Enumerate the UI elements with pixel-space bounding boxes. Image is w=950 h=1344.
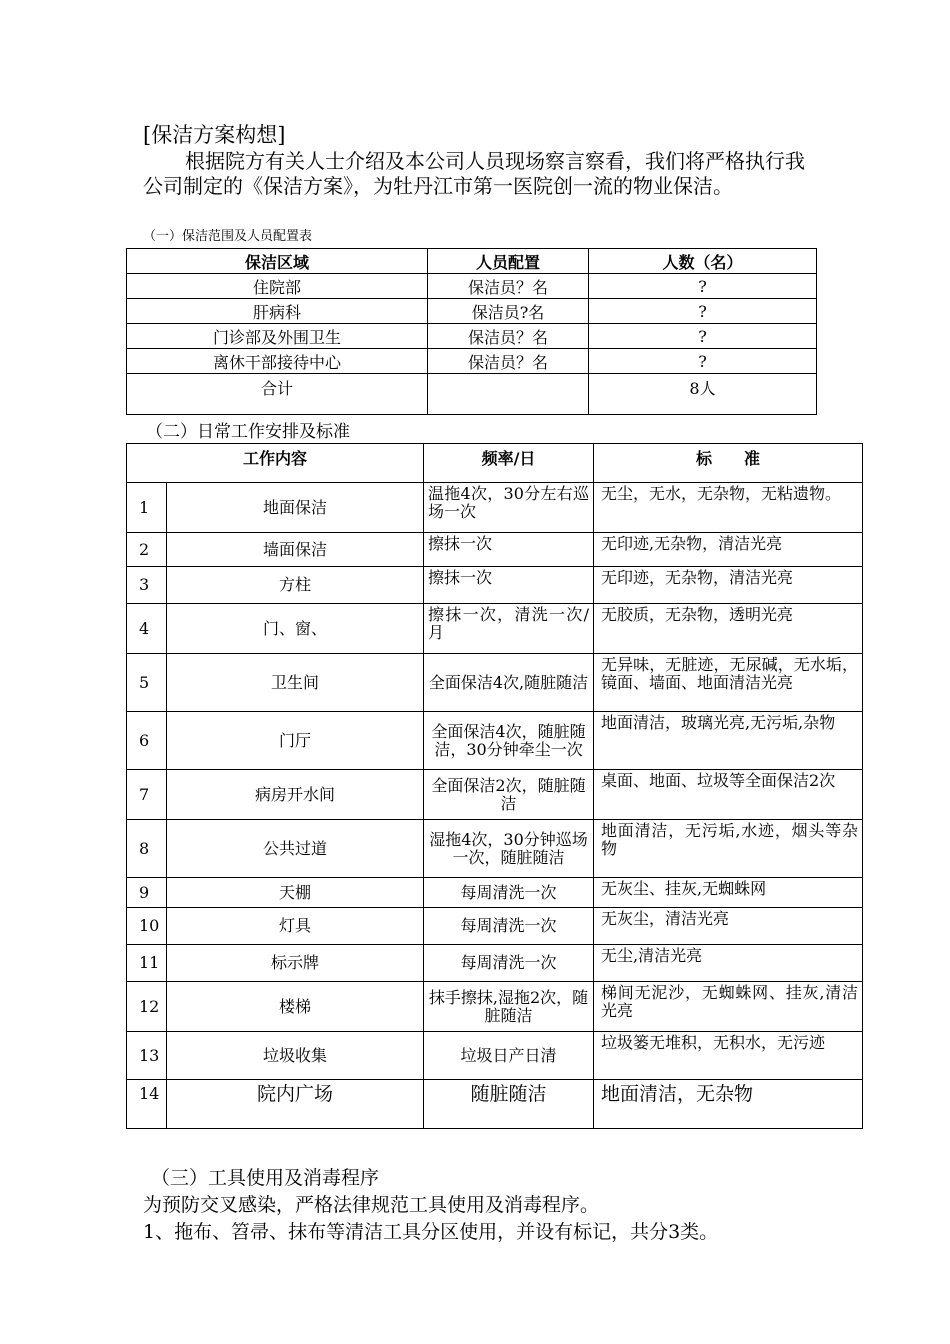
cell-standard: 无灰尘、挂灰,无蜘蛛网 (594, 878, 863, 908)
cell-number: 1 (127, 483, 167, 533)
cell-task: 门、窗、 (167, 604, 424, 654)
cell-task: 病房开水间 (167, 770, 424, 820)
section3-title: （三）工具使用及消毒程序 (151, 1167, 380, 1189)
cell-task: 灯具 (167, 908, 424, 945)
cell-count: ? (589, 349, 817, 374)
cell-number: 2 (127, 533, 167, 567)
cell-standard: 无印迹，无杂物，清洁光亮 (594, 567, 863, 604)
table-row (127, 299, 817, 324)
cell-standard: 无印迹,无杂物，清洁光亮 (594, 533, 863, 567)
cell-frequency: 擦抹一次 (424, 533, 594, 567)
cell-staff (428, 374, 589, 415)
cell-number: 13 (127, 1032, 167, 1080)
total-row (127, 374, 817, 415)
cell-number: 5 (127, 654, 167, 712)
table2-caption: （二）日常工作安排及标准 (146, 422, 350, 442)
table-row (127, 982, 863, 1032)
cell-standard: 地面清洁，玻璃光亮,无污垢,杂物 (594, 712, 863, 770)
cell-standard: 无尘,清洁光亮 (594, 945, 863, 982)
intro-text: 根据院方有关人士介绍及本公司人员现场察言察看，我们将严格执行我公司制定的《保洁方案》，为牡丹江市第一医院创一流的物业保洁。 (143, 149, 805, 198)
header-staff: 人员配置 (428, 249, 589, 274)
cell-task: 地面保洁 (167, 483, 424, 533)
cell-number: 4 (127, 604, 167, 654)
cell-task: 墙面保洁 (167, 533, 424, 567)
cell-task: 卫生间 (167, 654, 424, 712)
cell-frequency: 擦抹一次 (424, 567, 594, 604)
cell-number: 3 (127, 567, 167, 604)
cell-number: 9 (127, 878, 167, 908)
section3-line2: 1、拖布、笤帚、抹布等清洁工具分区使用，并设有标记，共分3类。 (143, 1221, 719, 1243)
table1-caption: （一）保洁范围及人员配置表 (143, 229, 313, 244)
cell-count: ? (589, 324, 817, 349)
table-row (127, 654, 863, 712)
cell-task: 方柱 (167, 567, 424, 604)
header-task: 工作内容 (127, 444, 424, 483)
cell-area: 合计 (127, 374, 428, 415)
header-standard: 标 准 (594, 444, 863, 483)
cell-number: 10 (127, 908, 167, 945)
table-row (127, 533, 863, 567)
cell-frequency: 擦抹一次，清洗一次/月 (424, 604, 594, 654)
cell-number: 14 (127, 1080, 167, 1129)
cell-frequency: 温拖4次，30分左右巡场一次 (424, 483, 594, 533)
cell-frequency: 全面保洁4次，随脏随洁，30分钟牵尘一次 (424, 712, 594, 770)
header-frequency: 频率/日 (424, 444, 594, 483)
cell-staff: 保洁员?名 (428, 299, 589, 324)
cell-standard: 垃圾篓无堆积，无积水，无污迹 (594, 1032, 863, 1080)
cell-task: 门厅 (167, 712, 424, 770)
cell-task: 垃圾收集 (167, 1032, 424, 1080)
cell-staff: 保洁员？名 (428, 274, 589, 299)
table-row (127, 604, 863, 654)
table-row (127, 349, 817, 374)
table-row (127, 567, 863, 604)
table-header-row (127, 249, 817, 274)
table-header-row (127, 444, 863, 483)
cell-standard: 梯间无泥沙，无蜘蛛网、挂灰,清洁光亮 (594, 982, 863, 1032)
cell-standard: 地面清洁，无杂物 (594, 1080, 863, 1129)
cell-task: 天棚 (167, 878, 424, 908)
staffing-table (126, 248, 817, 415)
cell-standard: 无异味，无脏迹，无尿碱，无水垢，镜面、墙面、地面清洁光亮 (594, 654, 863, 712)
cell-frequency: 每周清洗一次 (424, 908, 594, 945)
cell-count: 8人 (589, 374, 817, 415)
intro-paragraph (143, 149, 823, 199)
cell-number: 12 (127, 982, 167, 1032)
cell-standard: 地面清洁，无污垢,水迹，烟头等杂物 (594, 820, 863, 878)
cell-area: 离休干部接待中心 (127, 349, 428, 374)
cell-staff: 保洁员？名 (428, 324, 589, 349)
table-row (127, 712, 863, 770)
cell-count: ? (589, 299, 817, 324)
section3 (143, 1165, 843, 1246)
cell-number: 6 (127, 712, 167, 770)
cell-standard: 无灰尘，清洁光亮 (594, 908, 863, 945)
table-row (127, 1080, 863, 1129)
cell-number: 8 (127, 820, 167, 878)
cell-frequency: 湿拖4次，30分钟巡场一次，随脏随洁 (424, 820, 594, 878)
cell-standard: 桌面、地面、垃圾等全面保洁2次 (594, 770, 863, 820)
schedule-table (126, 443, 863, 1129)
cell-frequency: 随脏随洁 (424, 1080, 594, 1129)
cell-area: 住院部 (127, 274, 428, 299)
cell-frequency: 全面保洁4次,随脏随洁 (424, 654, 594, 712)
table-row (127, 274, 817, 299)
cell-area: 肝病科 (127, 299, 428, 324)
table-row (127, 878, 863, 908)
cell-staff: 保洁员？名 (428, 349, 589, 374)
cell-standard: 无胶质，无杂物，透明光亮 (594, 604, 863, 654)
cell-frequency: 每周清洗一次 (424, 945, 594, 982)
table-row (127, 1032, 863, 1080)
header-count: 人数（名） (589, 249, 817, 274)
cell-area: 门诊部及外围卫生 (127, 324, 428, 349)
table-row (127, 324, 817, 349)
table-row (127, 770, 863, 820)
cell-frequency: 每周清洗一次 (424, 878, 594, 908)
cell-task: 标示牌 (167, 945, 424, 982)
cell-frequency: 全面保洁2次，随脏随洁 (424, 770, 594, 820)
cell-number: 11 (127, 945, 167, 982)
cell-task: 院内广场 (167, 1080, 424, 1129)
table-row (127, 483, 863, 533)
table-row (127, 945, 863, 982)
cell-frequency: 垃圾日产日清 (424, 1032, 594, 1080)
cell-count: ? (589, 274, 817, 299)
cell-number: 7 (127, 770, 167, 820)
cell-task: 楼梯 (167, 982, 424, 1032)
header-area: 保洁区域 (127, 249, 428, 274)
table-row (127, 820, 863, 878)
section-heading: [保洁方案构想] (143, 123, 286, 147)
section3-line1: 为预防交叉感染，严格法律规范工具使用及消毒程序。 (143, 1194, 600, 1216)
cell-frequency: 抹手擦抹,湿拖2次，随脏随洁 (424, 982, 594, 1032)
cell-task: 公共过道 (167, 820, 424, 878)
cell-standard: 无尘，无水，无杂物，无粘遗物。 (594, 483, 863, 533)
table-row (127, 908, 863, 945)
